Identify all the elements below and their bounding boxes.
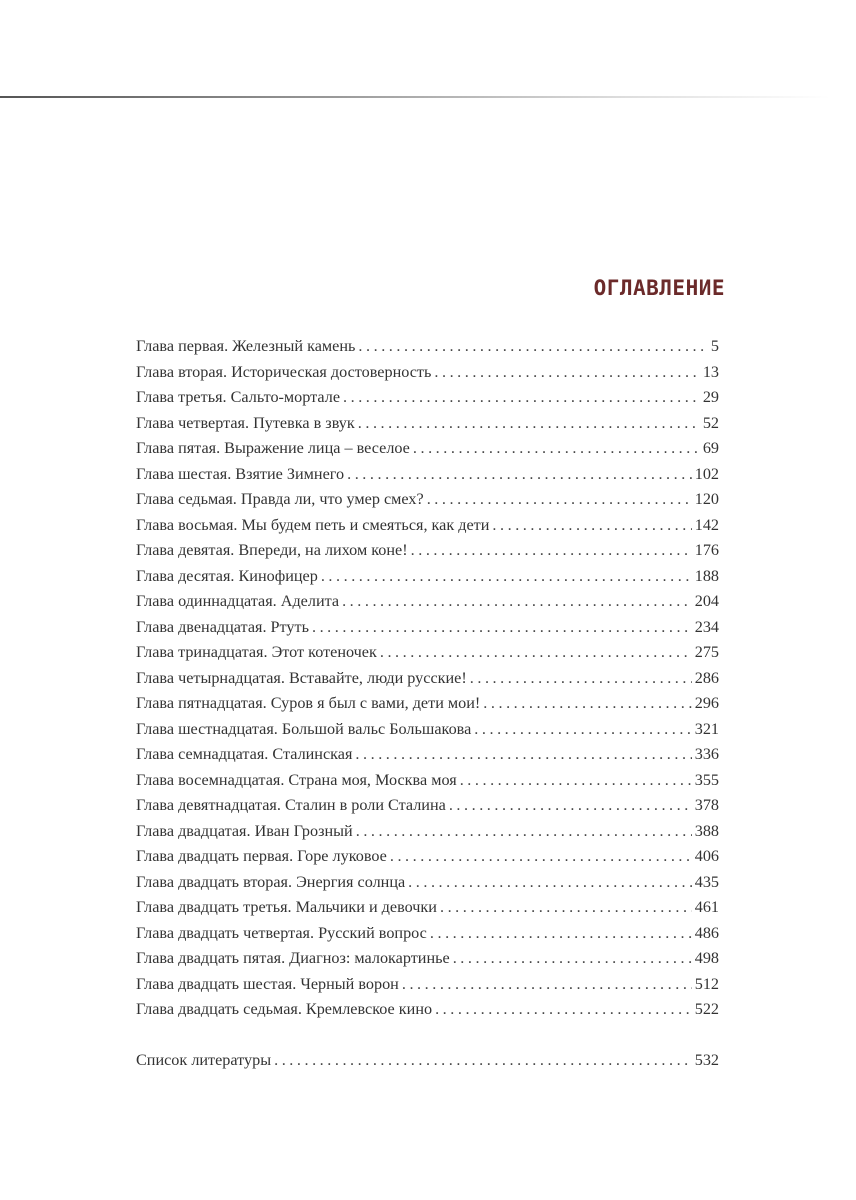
toc-entry-title: Глава тринадцатая. Этот котеночек [136,643,377,661]
toc-entry-page: 512 [694,974,719,993]
toc-entry[interactable] [136,949,719,975]
dot-leader [460,771,692,790]
toc-entry[interactable] [136,745,719,771]
toc-entry-page: 435 [694,872,719,891]
toc-entry-title: Глава двадцатая. Иван Грозный [136,821,353,840]
table-of-contents [136,337,719,1026]
toc-entry-title: Глава двадцать первая. Горе луковое [136,847,387,865]
toc-entry-title: Глава четырнадцатая. Вставайте, люди русские! [136,668,467,687]
toc-entry-title: Глава шестая. Взятие Зимнего [136,464,345,483]
toc-entry-page: 321 [694,719,719,738]
toc-entry-title: Глава седьмая. Правда ли, что умер смех? [136,490,424,508]
dot-leader [380,643,692,662]
toc-entry-page: 522 [694,1000,719,1018]
dot-leader [474,720,691,739]
toc-entry[interactable] [136,873,719,899]
dot-leader [413,439,700,458]
toc-entry-page: 461 [694,898,719,916]
toc-entry[interactable] [136,694,719,720]
toc-entry[interactable] [136,822,719,848]
dot-leader [355,745,691,764]
toc-entry[interactable] [136,516,719,542]
toc-entry-title: Глава двадцать четвертая. Русский вопрос [136,923,427,942]
toc-entry-title: Глава пятнадцатая. Суров я был с вами, дети мои! [136,694,481,712]
toc-entry[interactable] [136,1000,719,1026]
dot-leader [321,567,692,586]
toc-entry[interactable] [136,771,719,797]
toc-entry[interactable] [136,490,719,516]
page-title: ОГЛАВЛЕНИЕ [593,276,725,300]
toc-entry-title: Глава четвертая. Путевка в звук [136,413,355,432]
toc-entry-page: 275 [694,643,719,661]
dot-leader [427,490,692,509]
toc-entry[interactable] [136,388,719,414]
toc-entry-page: 102 [694,464,719,483]
dot-leader [343,388,700,407]
bibliography-entry[interactable] [136,1051,719,1077]
toc-entry-title: Глава первая. Железный камень [136,337,356,355]
dot-leader [408,873,692,892]
dot-leader [312,618,692,637]
dot-leader [411,541,692,560]
toc-entry-page: 176 [694,541,719,559]
toc-entry-title: Глава одиннадцатая. Аделита [136,592,340,610]
toc-entry-page: 204 [694,592,719,610]
dot-leader [358,414,700,433]
toc-entry-title: Список литературы [136,1051,272,1069]
dot-leader [390,847,692,866]
toc-entry-page: 498 [694,949,719,967]
toc-entry-title: Глава девятнадцатая. Сталин в роли Сталина [136,796,446,814]
toc-entry-title: Глава восьмая. Мы будем петь и смеяться, как дети [136,515,490,534]
toc-entry-page: 29 [702,388,719,406]
toc-entry-title: Глава двадцать седьмая. Кремлевское кино [136,1000,433,1018]
toc-entry[interactable] [136,847,719,873]
dot-leader [470,669,692,688]
dot-leader [358,337,707,356]
toc-entry[interactable] [136,439,719,465]
dot-leader [449,796,692,815]
toc-entry-title: Глава вторая. Историческая достоверность [136,362,432,381]
toc-entry-page: 13 [702,362,719,381]
toc-entry-page: 388 [694,821,719,840]
dot-leader [492,516,691,535]
toc-entry[interactable] [136,975,719,1001]
toc-entry-page: 486 [694,923,719,942]
toc-entry[interactable] [136,643,719,669]
dot-leader [274,1051,692,1070]
toc-entry[interactable] [136,924,719,950]
toc-entry[interactable] [136,337,719,363]
toc-entry-title: Глава двадцать вторая. Энергия солнца [136,872,406,891]
toc-entry[interactable] [136,414,719,440]
toc-entry[interactable] [136,796,719,822]
toc-entry[interactable] [136,465,719,491]
dot-leader [440,898,692,917]
toc-entry[interactable] [136,541,719,567]
toc-entry[interactable] [136,592,719,618]
toc-entry-title: Глава двадцать шестая. Черный ворон [136,974,399,993]
toc-entry-page: 286 [694,668,719,687]
toc-entry-page: 355 [694,770,719,789]
dot-leader [434,363,699,382]
header-rule [0,96,830,98]
toc-entry-title: Глава восемнадцатая. Страна моя, Москва моя [136,770,457,789]
toc-entry-title: Глава двадцать пятая. Диагноз: малокартинье [136,949,450,967]
toc-entry-title: Глава третья. Сальто-мортале [136,388,341,406]
toc-entry-title: Глава шестнадцатая. Большой вальс Большакова [136,719,472,738]
toc-entry-page: 188 [694,566,719,585]
dot-leader [483,694,691,713]
toc-entry-title: Глава девятая. Впереди, на лихом коне! [136,541,408,559]
toc-entry-page: 532 [694,1051,719,1069]
toc-entry-page: 5 [710,337,719,355]
toc-entry-page: 296 [694,694,719,712]
toc-entry-title: Глава двадцать третья. Мальчики и девочки [136,898,437,916]
toc-entry-title: Глава пятая. Выражение лица – веселое [136,439,410,457]
toc-entry-page: 406 [694,847,719,865]
dot-leader [342,592,692,611]
toc-entry-page: 142 [694,515,719,534]
toc-entry[interactable] [136,618,719,644]
toc-entry-title: Глава семнадцатая. Сталинская [136,745,353,763]
toc-entry-page: 69 [702,439,719,457]
toc-entry-page: 378 [694,796,719,814]
dot-leader [347,465,692,484]
toc-entry[interactable] [136,567,719,593]
toc-entry-page: 120 [694,490,719,508]
dot-leader [430,924,692,943]
dot-leader [356,822,692,841]
toc-entry-page: 336 [694,745,719,763]
toc-entry-page: 52 [702,413,719,432]
toc-entry[interactable] [136,363,719,389]
toc-entry-title: Глава двенадцатая. Ртуть [136,617,309,636]
dot-leader [435,1000,692,1019]
toc-entry[interactable] [136,669,719,695]
dot-leader [453,949,692,968]
toc-entry-page: 234 [694,617,719,636]
dot-leader [402,975,692,994]
toc-entry[interactable] [136,898,719,924]
toc-entry[interactable] [136,720,719,746]
toc-entry-title: Глава десятая. Кинофицер [136,566,318,585]
